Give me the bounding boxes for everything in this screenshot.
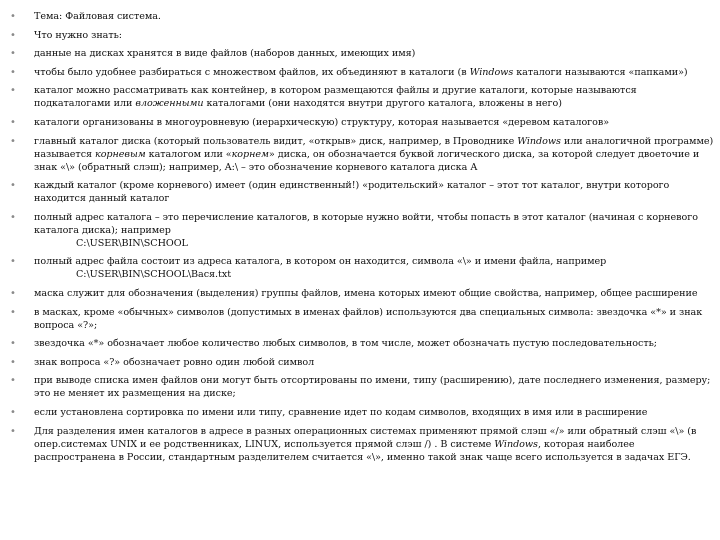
list-item-text: каталог можно рассматривать как контейнер, в котором размещаются файлы и другие каталоги, которые называются подкаталогами или вложенными каталогами (они находятся внутри другого каталога, вложены в него) <box>34 85 637 110</box>
bullet-icon: • <box>10 180 16 192</box>
list-item <box>10 374 714 400</box>
file-path-example: C:\USER\BIN\SCHOOL\Вася.txt <box>76 269 232 281</box>
list-item <box>10 116 714 129</box>
bullet-icon: • <box>10 29 16 41</box>
list-item-text: главный каталог диска (который пользователь видит, «открыв» диск, например, в Проводнике Windows или аналогичной программе) называется корневым каталогом или «корнем» диска, он обозначается буквой логического диска, за которой следует двоеточие и знак «\» (обратный слэш); например, A:\ – это обозначение корневого каталога диска А <box>34 135 714 173</box>
bullet-icon: • <box>10 135 16 147</box>
list-item <box>10 406 714 419</box>
list-item-text: полный адрес файла состоит из адреса каталога, в котором он находится, символа «\» и имени файла, например <box>34 256 607 268</box>
list-item-text: данные на дисках хранятся в виде файлов (наборов данных, имеющих имя) <box>34 48 416 60</box>
list-item-text: Для разделения имен каталогов в адресе в разных операционных системах применяют прямой слэш «/» или обратный слэш «\» (в опер.системах UNIX и ее родственниках, LINUX, используется прямой слэш /) . В системе Windows, которая наиболее распространена в России, стандартным разделителем считается «\», именно такой знак чаще всего используется в задачах ЕГЭ. <box>34 425 697 463</box>
list-item-text: Что нужно знать: <box>34 29 122 41</box>
bullet-icon: • <box>10 425 16 437</box>
list-item-text: маска служит для обозначения (выделения) группы файлов, имена которых имеют общие свойства, например, общее расширение <box>34 287 698 299</box>
bullet-icon: • <box>10 406 16 418</box>
list-item <box>10 287 714 300</box>
list-item <box>10 211 714 250</box>
bullet-icon: • <box>10 338 16 350</box>
list-item <box>10 10 714 23</box>
bullet-icon: • <box>10 66 16 78</box>
list-item-text: каталоги организованы в многоуровневую (иерархическую) структуру, которая называется «деревом каталогов» <box>34 116 610 128</box>
list-item <box>10 337 714 350</box>
list-item-text: каждый каталог (кроме корневого) имеет (один единственный!) «родительский» каталог – этот тот каталог, внутри которого находится данный каталог <box>34 180 670 205</box>
list-item <box>10 356 714 369</box>
bullet-icon: • <box>10 11 16 22</box>
list-item-text: в масках, кроме «обычных» символов (допустимых в именах файлов) используются два специальных символа: звездочка «*» и знак вопроса «?»; <box>34 306 703 331</box>
list-item <box>10 66 714 79</box>
directory-path-example: C:\USER\BIN\SCHOOL <box>76 237 188 249</box>
list-item-text: чтобы было удобнее разбираться с множеством файлов, их объединяют в каталоги (в Windows каталоги называются «папками») <box>34 66 688 78</box>
list-item <box>10 47 714 60</box>
list-item <box>10 255 714 281</box>
list-item <box>10 135 714 174</box>
list-item <box>10 179 714 205</box>
bullet-icon: • <box>10 375 16 387</box>
bullet-icon: • <box>10 85 16 97</box>
bullet-icon: • <box>10 211 16 223</box>
bullet-icon: • <box>10 256 16 268</box>
bullet-list <box>10 10 714 464</box>
list-item <box>10 29 714 42</box>
list-item <box>10 425 714 464</box>
list-item-text: если установлена сортировка по имени или типу, сравнение идет по кодам символов, входящих в имя или в расширение <box>34 406 648 418</box>
bullet-icon: • <box>10 306 16 318</box>
list-item <box>10 84 714 110</box>
list-item-text: при выводе списка имен файлов они могут быть отсортированы по имени, типу (расширению), дате последнего изменения, размеру; это не меняет их размещения на диске; <box>34 375 711 400</box>
topic-title: Тема: Файловая система. <box>34 11 161 22</box>
list-item-text: звездочка «*» обозначает любое количество любых символов, в том числе, может обозначать пустую последовательность; <box>34 338 657 350</box>
list-item-text: знак вопроса «?» обозначает ровно один любой символ <box>34 356 315 368</box>
list-item-text: полный адрес каталога – это перечисление каталогов, в которые нужно войти, чтобы попасть в этот каталог (начиная с корневого каталога диска); например <box>34 211 698 236</box>
bullet-icon: • <box>10 116 16 128</box>
bullet-icon: • <box>10 48 16 60</box>
bullet-icon: • <box>10 356 16 368</box>
bullet-icon: • <box>10 287 16 299</box>
list-item <box>10 306 714 332</box>
